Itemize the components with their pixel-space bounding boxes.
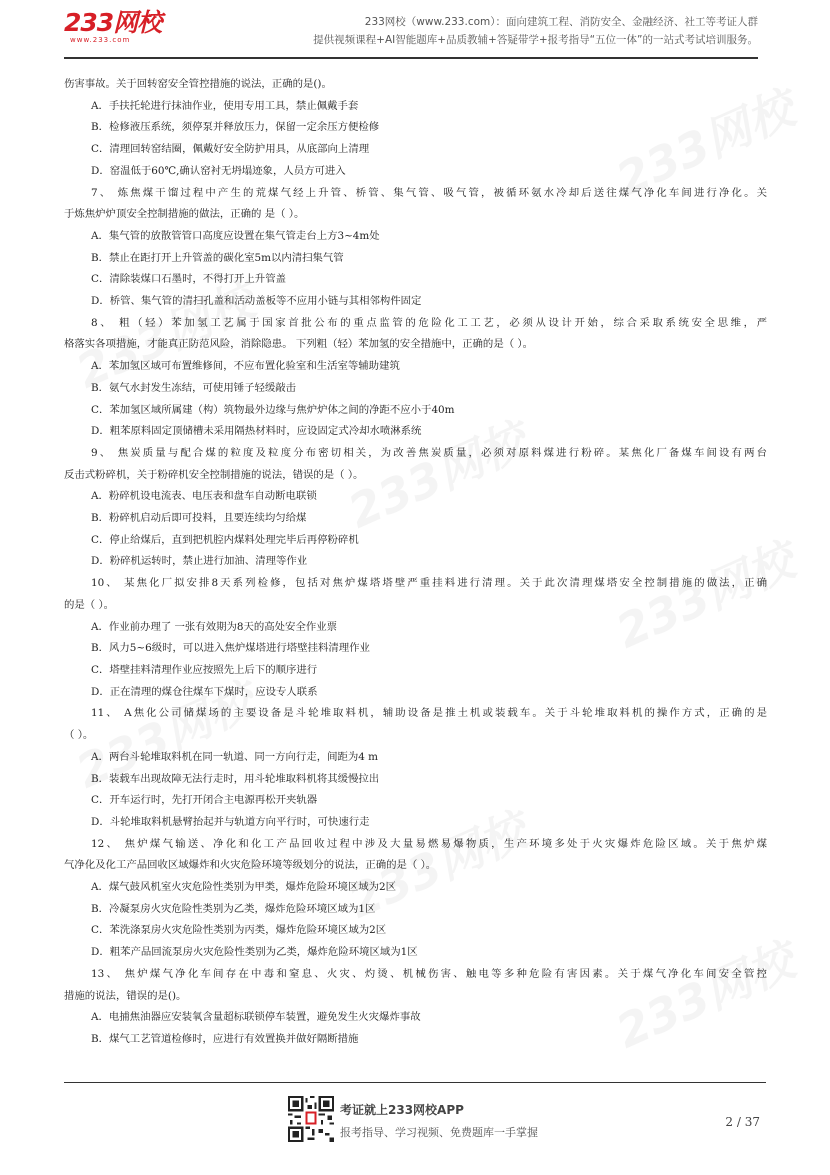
- header-description: [313, 13, 758, 49]
- logo-url: www.233.com: [70, 36, 131, 44]
- question-stem: 10、 某焦化厂拟安排8天系列检修，包括对焦炉煤塔塔壁严重挂料进行清理。关于此次清理煤塔安全控制措施的做法，正确: [91, 577, 767, 590]
- question-text: 于炼焦炉炉顶安全控制措施的做法，正确的 是（ ）。: [64, 208, 305, 221]
- answer-option: A．煤气鼓风机室火灾危险性类别为甲类，爆炸危险环境区域为2区: [91, 881, 397, 894]
- answer-option: D．正在清理的煤仓往煤车下煤时，应设专人联系: [91, 685, 318, 698]
- header-divider: [64, 57, 758, 59]
- question-stem: 8、 粗（轻）苯加氢工艺属于国家首批公布的重点监管的危险化工工艺，必须从设计开始，综合采取系统安全思维，严: [91, 316, 767, 329]
- question-text: 反击式粉碎机，关于粉碎机安全控制措施的说法，错误的是（ ）。: [64, 468, 364, 481]
- answer-option: A．两台斗轮堆取料机在同一轨道、同一方向行走，间距为4 m: [91, 750, 379, 763]
- page-header: [0, 0, 830, 62]
- answer-option: C．清理回转窑结圈，佩戴好安全防护用具，从底部向上清理: [91, 143, 370, 156]
- answer-option: D．桥管、集气管的清扫孔盖和活动盖板等不应用小链与其相邻构件固定: [91, 295, 422, 308]
- question-text: 伤害事故。关于回转窑安全管控措施的说法，正确的是()。: [64, 78, 332, 90]
- answer-option: B．禁止在距打开上升管盖的碳化室5m以内清扫集气管: [91, 251, 344, 264]
- answer-option: D．窑温低于60℃,确认窑衬无坍塌迹象，人员方可进入: [91, 164, 346, 177]
- question-text: 措施的说法，错误的是()。: [64, 989, 187, 1002]
- answer-option: C．苯加氢区域所属建（构）筑物最外边缘与焦炉炉体之间的净距不应小于40m: [91, 403, 455, 416]
- answer-option: B．粉碎机启动后即可投料，且要连续均匀给煤: [91, 512, 307, 525]
- document-body: [64, 74, 767, 1051]
- answer-option: B．检修液压系统，须停泵并释放压力，保留一定余压方便检修: [91, 121, 380, 134]
- footer-app-subtitle: 报考指导、学习视频、免费题库一手掌握: [340, 1126, 538, 1139]
- answer-option: A．粉碎机设电流表、电压表和盘车自动断电联锁: [91, 490, 317, 503]
- question-stem: 12、 焦炉煤气输送、净化和化工产品回收过程中涉及大量易燃易爆物质，生产环境多处于火灾爆炸危险区域。关于焦炉煤: [91, 837, 767, 850]
- answer-option: B．煤气工艺管道检修时，应进行有效置换并做好隔断措施: [91, 1032, 359, 1045]
- answer-option: D．粗苯产品回流泵房火灾危险性类别为乙类，爆炸危险环境区域为1区: [91, 946, 418, 959]
- question-stem: 11、 A焦化公司储煤场的主要设备是斗轮堆取料机，辅助设备是推土机或装载车。关于斗轮堆取料机的操作方式，正确的是: [91, 707, 767, 720]
- header-line-1: 233网校（www.233.com）：面向建筑工程、消防安全、金融经济、社工等考证人群: [364, 16, 758, 28]
- answer-option: A．作业前办理了 一张有效期为8天的高处安全作业票: [91, 620, 338, 633]
- question-text: （ ）。: [64, 729, 94, 742]
- question-text: 格落实各项措施，才能真正防范风险，消除隐患。 下列粗（轻）苯加氢的安全措施中，正确的是（ ）。: [64, 338, 533, 351]
- answer-option: B．装载车出现故障无法行走时，用斗轮堆取料机将其缓慢拉出: [91, 772, 380, 785]
- answer-option: A．电捕焦油器应安装氧含量超标联锁停车装置，避免发生火灾爆炸事故: [91, 1011, 421, 1024]
- qr-code-icon: [288, 1096, 334, 1142]
- page-number: 2 / 37: [725, 1115, 760, 1129]
- answer-option: B．风力5~6级时，可以进入焦炉煤塔进行塔壁挂料清理作业: [91, 642, 370, 655]
- logo-text: 233网校: [64, 8, 162, 37]
- answer-option: D．粉碎机运转时，禁止进行加油、清理等作业: [91, 555, 308, 568]
- answer-option: D．粗苯原料固定顶储槽未采用隔热材料时，应设固定式冷却水喷淋系统: [91, 425, 422, 438]
- answer-option: B．氨气水封发生冻结，可使用锤子轻缓敲击: [91, 381, 297, 394]
- answer-option: C．苯洗涤泵房火灾危险性类别为丙类，爆炸危险环境区域为2区: [91, 924, 387, 937]
- answer-option: A．手扶托轮进行抹油作业，使用专用工具，禁止佩戴手套: [91, 99, 359, 112]
- answer-option: C．开车运行时，先打开闭合主电源再松开夹轨器: [91, 794, 318, 807]
- question-stem: 7、 炼焦煤干馏过程中产生的荒煤气经上升管、桥管、集气管、吸气管，被循环氨水冷却后送往煤气净化车间进行净化。关: [91, 186, 767, 199]
- answer-option: C．塔壁挂料清理作业应按照先上后下的顺序进行: [91, 663, 318, 676]
- footer-app-title: 考证就上233网校APP: [340, 1103, 464, 1117]
- logo: [64, 10, 161, 44]
- answer-option: D．斗轮堆取料机悬臂抬起并与轨道方向平行时，可快速行走: [91, 815, 370, 828]
- answer-option: A．苯加氢区域可布置维修间，不应布置化验室和生活室等辅助建筑: [91, 360, 400, 373]
- question-stem: 13、 焦炉煤气净化车间存在中毒和窒息、火灾、灼烫、机械伤害、触电等多种危险有害因素。关于煤气净化车间安全管控: [91, 967, 767, 980]
- question-text: 的是（ ）。: [64, 598, 115, 611]
- answer-option: A．集气管的放散管管口高度应设置在集气管走台上方3~4m处: [91, 229, 380, 242]
- question-text: 气净化及化工产品回收区域爆炸和火灾危险环境等级划分的说法，正确的是（ ）。: [64, 859, 437, 872]
- footer-divider: [64, 1082, 766, 1083]
- header-line-2: 提供视频课程+AI智能题库+品质教辅+答疑带学+报考指导“五位一体”的一站式考试培训服务。: [313, 34, 758, 46]
- answer-option: B．冷凝泵房火灾危险性类别为乙类，爆炸危险环境区域为1区: [91, 902, 376, 915]
- answer-option: C．清除装煤口石墨时，不得打开上升管盖: [91, 273, 286, 286]
- question-stem: 9、 焦炭质量与配合煤的粒度及粒度分布密切相关，为改善焦炭质量，必须对原料煤进行粉碎。某焦化厂备煤车间设有两台: [91, 446, 767, 459]
- answer-option: C．停止给煤后，直到把机腔内煤料处理完毕后再停粉碎机: [91, 533, 359, 546]
